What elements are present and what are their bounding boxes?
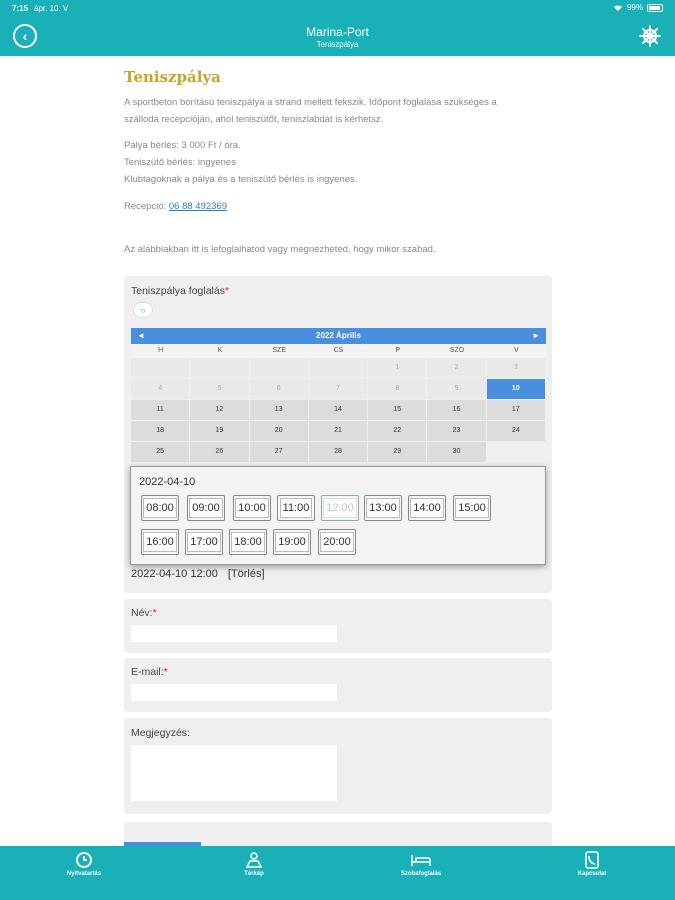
calendar-day[interactable]: 22 (368, 421, 426, 441)
time-slot[interactable] (408, 495, 446, 521)
calendar-grid (131, 344, 546, 463)
weekday-label: V (513, 347, 519, 354)
tab-opening-hours[interactable] (34, 851, 134, 877)
time-slot-popup (130, 466, 546, 565)
calendar-week (131, 400, 546, 420)
calendar-day (250, 358, 308, 378)
time-slot-label: 11:00 (280, 498, 313, 518)
map-icon (245, 851, 263, 869)
email-field[interactable] (131, 684, 337, 701)
booking-hint: Az alábbiakban itt is lefoglalhatod vagy megnézheted, hogy mikor szabad. (124, 244, 436, 255)
reception-phone-link[interactable]: 06 88 492369 (168, 201, 228, 212)
time-slot-label: 13:00 (366, 498, 400, 518)
calendar-day[interactable]: 26 (190, 442, 248, 462)
time-slot[interactable] (187, 495, 225, 521)
app-title: Marina-Port (306, 25, 369, 39)
status-time: 7:15 (12, 4, 29, 13)
weekday-label: SZO (449, 347, 465, 354)
calendar-day: 7 (309, 379, 367, 399)
time-slot-disabled (321, 495, 359, 521)
calendar-day[interactable]: 16 (427, 400, 485, 420)
email-card (124, 658, 552, 712)
name-label (131, 607, 157, 619)
price-line: Klubtagoknak a pálya és a teniszütő bérlés is ingyenes. (124, 174, 358, 185)
time-slot-label: 18:00 (231, 532, 265, 552)
back-arrow-icon[interactable]: ‹ (13, 24, 37, 48)
calendar-day[interactable]: 23 (427, 421, 485, 441)
time-slot[interactable] (364, 495, 402, 521)
calendar-day-selected[interactable]: 10 (487, 379, 545, 399)
calendar-day: 5 (190, 379, 248, 399)
calendar-day: 1 (368, 358, 426, 378)
name-card (124, 599, 552, 653)
slot-date: 2022-04-10 (139, 476, 196, 488)
required-mark: * (224, 285, 230, 297)
time-slot-label: 14:00 (410, 498, 444, 518)
booking-label (131, 285, 229, 297)
intro-text (124, 94, 554, 128)
tab-label: Térkép (244, 871, 264, 877)
email-label (131, 666, 168, 678)
time-slot-label: 17:00 (187, 532, 221, 552)
calendar-header (131, 328, 546, 344)
calendar-day: 4 (131, 379, 189, 399)
battery-icon (647, 4, 663, 12)
time-slot[interactable] (233, 495, 271, 521)
wifi-icon (613, 4, 623, 12)
calendar-day[interactable]: 19 (190, 421, 248, 441)
calendar-day[interactable]: 24 (487, 421, 545, 441)
prev-month-button[interactable]: ◄ (137, 331, 145, 340)
reception-line (124, 198, 554, 215)
next-month-button[interactable]: ► (532, 331, 540, 340)
price-line: Pálya bérlés: 3 000 Ft / óra. (124, 140, 241, 151)
required-mark: * (163, 666, 168, 678)
time-slot-label: 10:00 (235, 498, 269, 518)
name-field[interactable] (131, 625, 337, 642)
intro-line: A sportbeton borítású teniszpálya a strand mellett fekszik. Időpont foglalása szükséges a (124, 97, 497, 108)
submit-card (124, 822, 552, 846)
calendar-day[interactable]: 27 (250, 442, 308, 462)
weekday-label: K (217, 347, 223, 354)
calendar-day: 8 (368, 379, 426, 399)
time-slot-label: 19:00 (275, 532, 309, 552)
ship-wheel-icon[interactable] (639, 25, 661, 47)
email-label-text: E-mail: (131, 666, 164, 678)
time-slot[interactable] (318, 529, 356, 555)
nav-bar (0, 18, 675, 56)
delete-selection-button[interactable]: [Törlés] (227, 568, 265, 580)
weekday-label: SZE (272, 347, 287, 354)
page-subtitle: Teniszpálya (316, 40, 359, 49)
weekday-row (131, 344, 546, 358)
bottom-tab-bar (0, 846, 675, 900)
status-right (613, 3, 663, 12)
calendar-toggle-button[interactable]: ○ (133, 302, 153, 318)
time-slot-label: 09:00 (189, 498, 223, 518)
time-slot[interactable] (141, 495, 179, 521)
calendar-day[interactable]: 30 (427, 442, 485, 462)
page-heading: Teniszpálya (124, 68, 221, 86)
time-slot[interactable] (453, 495, 491, 521)
clock-icon (75, 851, 93, 869)
calendar-day: 3 (487, 358, 545, 378)
time-slot-label: 12:00 (323, 498, 357, 518)
calendar-week (131, 379, 546, 399)
weekday-label: H (158, 347, 164, 354)
reception-label: Recepció: (124, 201, 169, 212)
time-slot[interactable] (185, 529, 223, 555)
calendar-day[interactable]: 28 (309, 442, 367, 462)
calendar-day: 9 (427, 379, 485, 399)
calendar-day[interactable]: 15 (368, 400, 426, 420)
calendar-day[interactable]: 29 (368, 442, 426, 462)
name-label-text: Név: (131, 607, 153, 619)
weekday-label: CS (333, 347, 344, 354)
phone-icon (583, 851, 601, 869)
status-bar (0, 0, 675, 18)
time-slot[interactable] (141, 529, 179, 555)
comment-label: Megjegyzés: (131, 727, 190, 739)
comment-field[interactable] (131, 745, 337, 801)
selected-datetime (131, 568, 265, 580)
time-slot-label: 08:00 (143, 498, 177, 518)
weekday-label: P (395, 347, 401, 354)
time-slot-label: 20:00 (320, 532, 354, 552)
calendar-day: 6 (250, 379, 308, 399)
tab-label: Kapcsolat (577, 871, 607, 877)
price-line: Teniszütő bérlés: ingyenes (124, 157, 236, 168)
battery-percent: 99% (626, 3, 643, 12)
calendar-day[interactable]: 11 (131, 400, 189, 420)
calendar-day[interactable]: 12 (190, 400, 248, 420)
time-slot-label: 15:00 (455, 498, 489, 518)
calendar-month-title: 2022 Április (316, 331, 361, 340)
calendar-day[interactable]: 20 (250, 421, 308, 441)
calendar-day[interactable]: 14 (309, 400, 367, 420)
calendar-day (309, 358, 367, 378)
calendar-week (131, 358, 546, 378)
calendar-day[interactable]: 18 (131, 421, 189, 441)
comment-card (124, 718, 552, 814)
calendar-day[interactable]: 17 (487, 400, 545, 420)
intro-line: szálloda recepcióján, ahol teniszütőt, teniszlabdát is kérhetsz. (124, 114, 384, 125)
calendar-day (131, 358, 189, 378)
required-mark: * (152, 607, 157, 619)
calendar-day[interactable]: 13 (250, 400, 308, 420)
time-slot-label: 16:00 (143, 532, 177, 552)
calendar-day (487, 442, 545, 462)
tab-room-booking[interactable] (371, 851, 471, 877)
selected-datetime-value: 2022-04-10 12:00 (131, 568, 218, 580)
tab-label: Nyitvatartás (66, 871, 102, 877)
calendar-day (190, 358, 248, 378)
time-slot[interactable] (273, 529, 311, 555)
page-content (0, 56, 675, 846)
calendar-week (131, 421, 546, 441)
tab-label: Szobafoglalás (400, 871, 442, 877)
calendar-day: 2 (427, 358, 485, 378)
bed-icon (410, 851, 432, 869)
tab-contact[interactable] (542, 851, 642, 877)
price-text (124, 137, 554, 188)
calendar-week (131, 442, 546, 462)
time-slot[interactable] (277, 495, 315, 521)
calendar-day[interactable]: 25 (131, 442, 189, 462)
booking-label-text: Teniszpálya foglalás (131, 285, 225, 297)
calendar-day[interactable]: 21 (309, 421, 367, 441)
time-slot[interactable] (229, 529, 267, 555)
status-date: ápr. 10. V (34, 4, 69, 13)
tab-map[interactable] (204, 851, 304, 877)
